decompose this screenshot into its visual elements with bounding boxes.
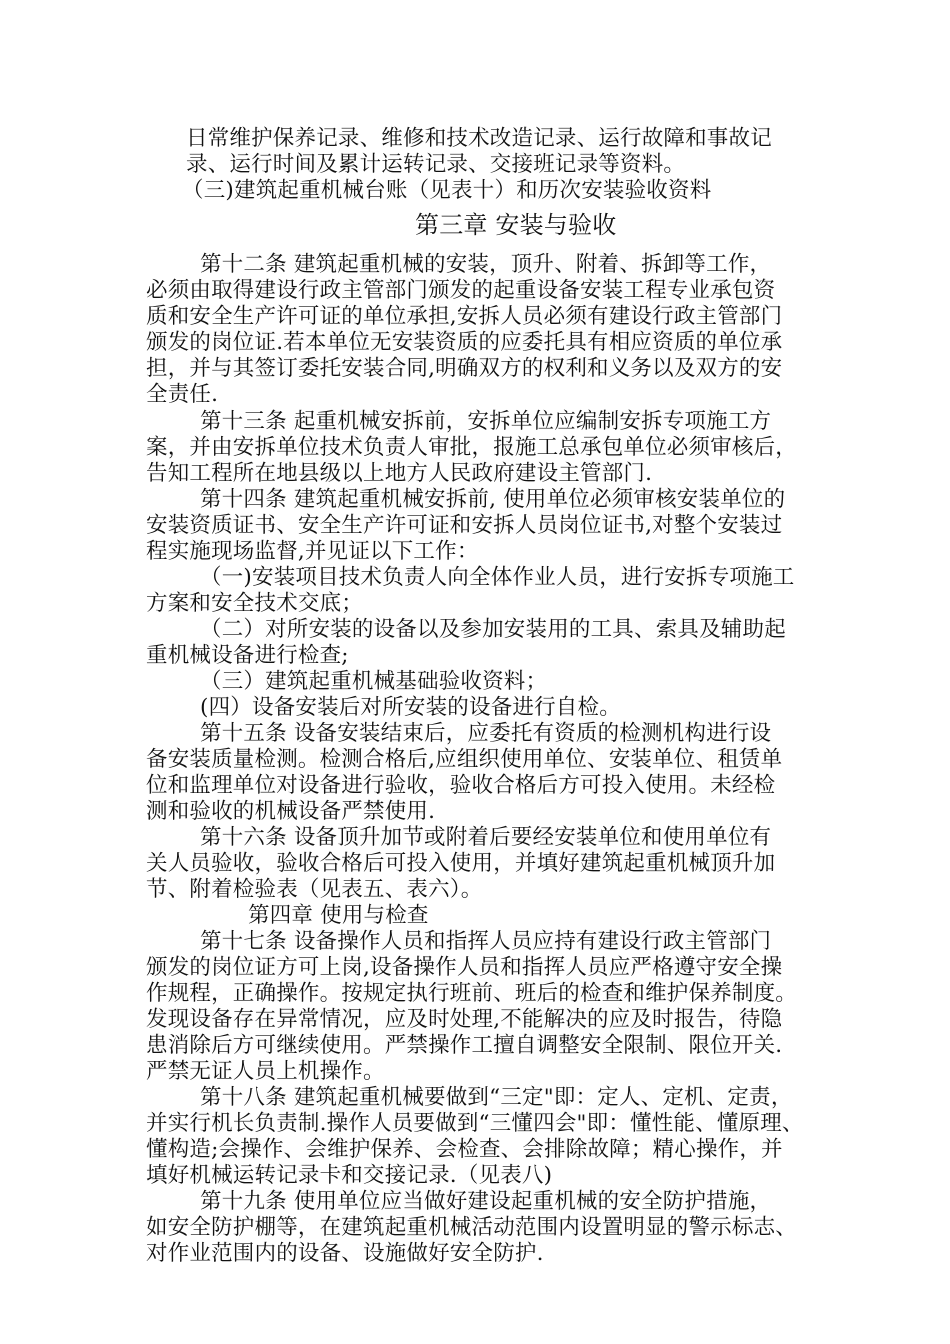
text-line: 录、运行时间及累计运转记录、交接班记录等资料。 xyxy=(186,152,686,177)
text-line: 并实行机长负责制.操作人员要做到“三懂四会"即：懂性能、懂原理、 xyxy=(146,1111,804,1136)
text-line: 第十四条 建筑起重机械安拆前, 使用单位必须审核安装单位的 xyxy=(200,487,786,512)
text-line: 第十六条 设备顶升加节或附着后要经安装单位和使用单位有 xyxy=(200,825,772,850)
text-line: 告知工程所在地县级以上地方人民政府建设主管部门. xyxy=(146,461,653,486)
text-line: 必须由取得建设行政主管部门颁发的起重设备安装工程专业承包资 xyxy=(146,278,776,303)
text-line: 第十五条 设备安装结束后，应委托有资质的检测机构进行设 xyxy=(200,721,772,746)
text-line: 测和验收的机械设备严禁使用. xyxy=(146,799,436,824)
text-line: （三）建筑起重机械基础验收资料； xyxy=(200,669,548,694)
text-line: 担，并与其签订委托安装合同,明确双方的权利和义务以及双方的安 xyxy=(146,356,783,381)
text-line: （一)安装项目技术负责人向全体作业人员，进行安拆专项施工 xyxy=(200,565,795,590)
text-line: 如安全防护棚等，在建筑起重机械活动范围内设置明显的警示标志、 xyxy=(146,1215,798,1240)
text-line: 第十二条 建筑起重机械的安装，顶升、附着、拆卸等工作， xyxy=(200,252,772,277)
text-line: 懂构造;会操作、会维护保养、会检查、会排除故障；精心操作，并 xyxy=(146,1137,783,1162)
text-line: 作规程，正确操作。按规定执行班前、班后的检查和维护保养制度。 xyxy=(146,981,798,1006)
text-line: 严禁无证人员上机操作。 xyxy=(146,1059,385,1084)
text-line: 颁发的岗位证.若本单位无安装资质的应委托具有相应资质的单位承 xyxy=(146,330,783,355)
text-line: （二）对所安装的设备以及参加安装用的工具、索具及辅助起 xyxy=(200,617,786,642)
text-line: 方案和安全技术交底； xyxy=(146,591,364,616)
text-line: （三)建筑起重机械台账（见表十）和历次安装验收资料 xyxy=(182,178,712,203)
text-line: 日常维护保养记录、维修和技术改造记录、运行故障和事故记 xyxy=(186,126,772,151)
text-line: 全责任. xyxy=(146,382,219,407)
text-line: 对作业范围内的设备、设施做好安全防护. xyxy=(146,1241,544,1266)
text-line: 关人员验收，验收合格后可投入使用，并填好建筑起重机械顶升加 xyxy=(146,851,776,876)
chapter-title: 第三章 安装与验收 xyxy=(415,211,617,239)
text-line: 位和监理单位对设备进行验收，验收合格后方可投入使用。未经检 xyxy=(146,773,776,798)
text-line: 质和安全生产许可证的单位承担,安拆人员必须有建设行政主管部门 xyxy=(146,304,783,329)
text-line: 程实施现场监督,并见证以下工作： xyxy=(146,539,479,564)
text-line: 第十三条 起重机械安拆前，安拆单位应编制安拆专项施工方 xyxy=(200,409,772,434)
text-line: 第十八条 建筑起重机械要做到“三定"即：定人、定机、定责， xyxy=(200,1085,793,1110)
text-line: 发现设备存在异常情况，应及时处理,不能解决的应及时报告，待隐 xyxy=(146,1007,783,1032)
text-line: 案，并由安拆单位技术负责人审批，报施工总承包单位必须审核后， xyxy=(146,435,798,460)
text-line: 第十九条 使用单位应当做好建设起重机械的安全防护措施， xyxy=(200,1189,772,1214)
text-line: 颁发的岗位证方可上岗,设备操作人员和指挥人员应严格遵守安全操 xyxy=(146,955,783,980)
text-line: 节、附着检验表（见表五、表六）。 xyxy=(146,877,483,902)
text-line: 第十七条 设备操作人员和指挥人员应持有建设行政主管部门 xyxy=(200,929,772,954)
text-line: 患消除后方可继续使用。严禁操作工擅自调整安全限制、限位开关. xyxy=(146,1033,783,1058)
chapter-title: 第四章 使用与检查 xyxy=(248,903,429,928)
text-line: 重机械设备进行检查; xyxy=(146,643,349,668)
text-line: 备安装质量检测。检测合格后,应组织使用单位、安装单位、租赁单 xyxy=(146,747,783,772)
text-line: 安装资质证书、安全生产许可证和安拆人员岗位证书,对整个安装过 xyxy=(146,513,783,538)
text-line: (四）设备安装后对所安装的设备进行自检。 xyxy=(200,695,621,720)
text-line: 填好机械运转记录卡和交接记录.（见表八) xyxy=(146,1163,553,1188)
